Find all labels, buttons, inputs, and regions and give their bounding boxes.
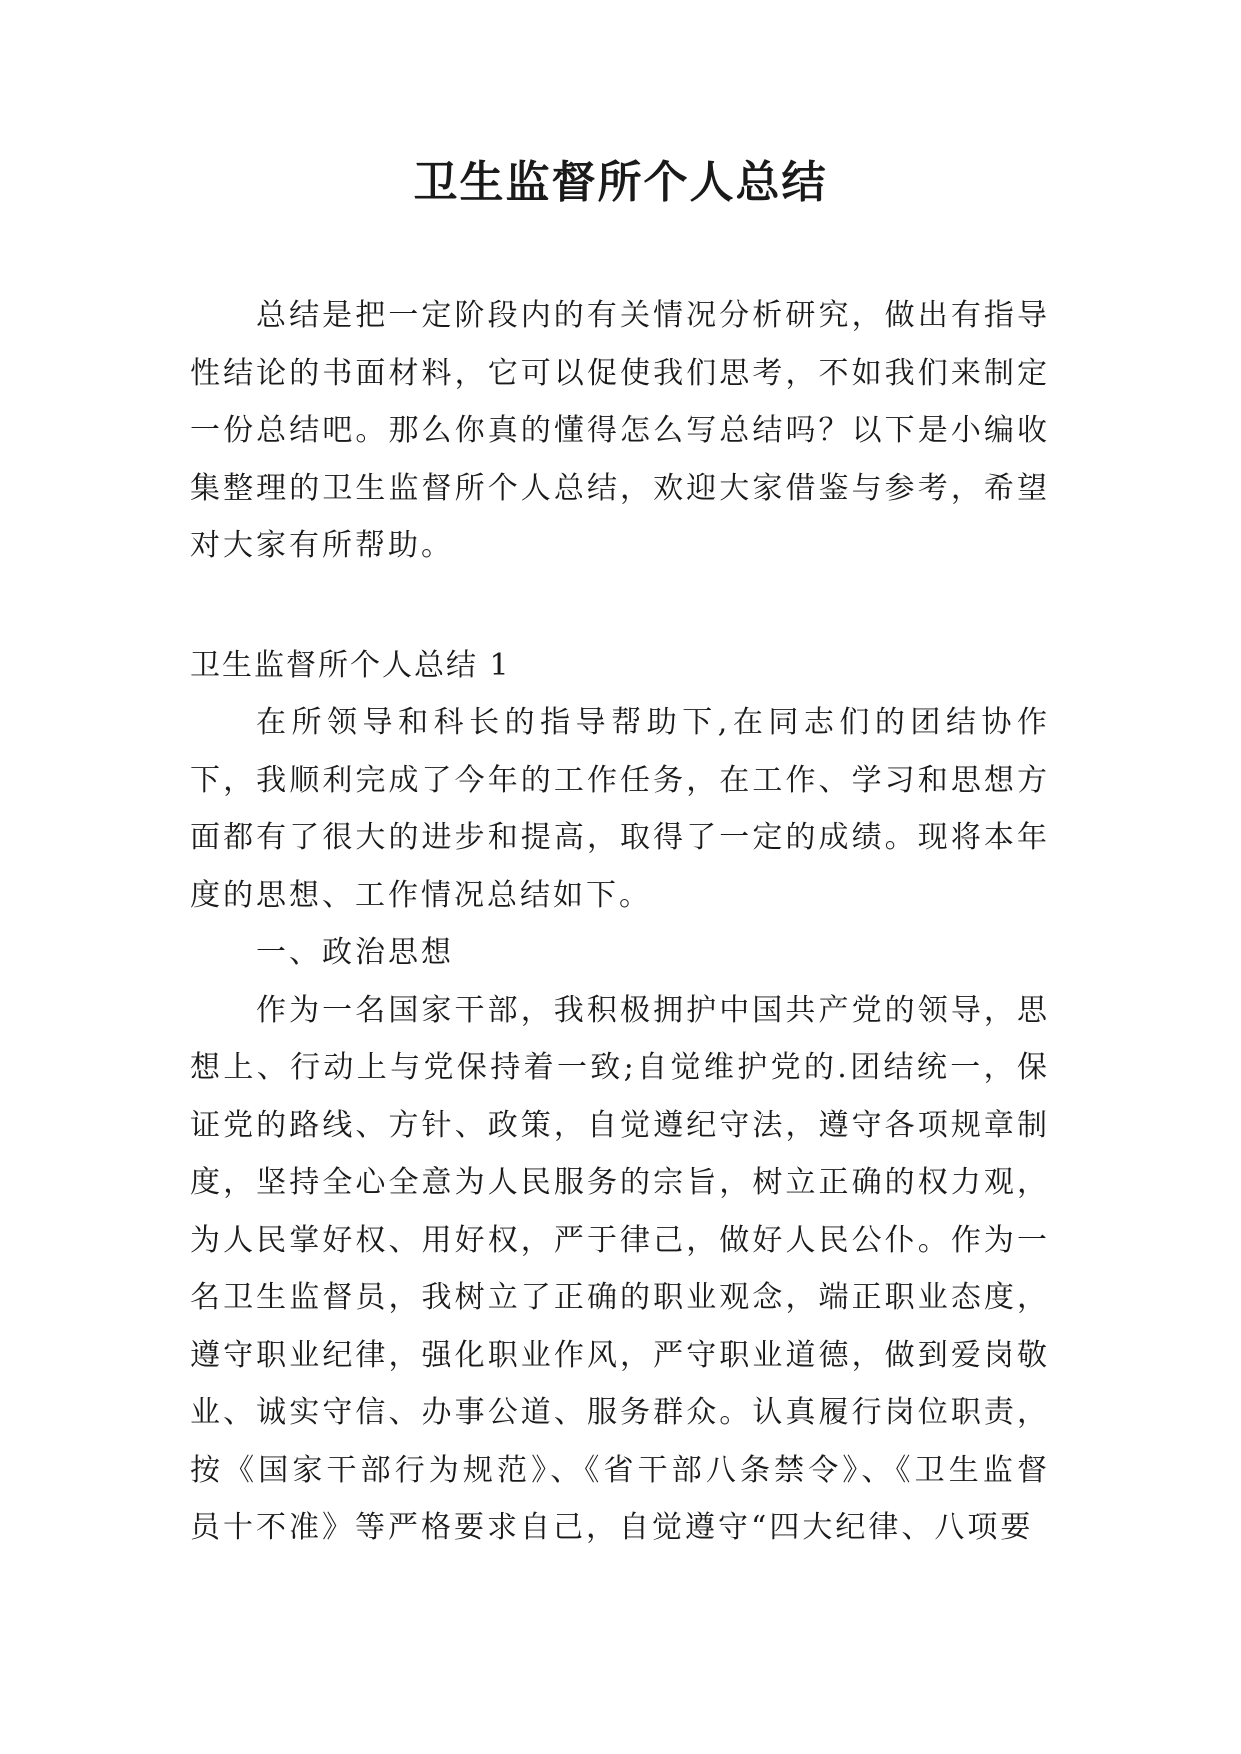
document-title: 卫生监督所个人总结 [413,157,828,208]
document-body [190,287,1050,1557]
intro-paragraph: 总结是把一定阶段内的有关情况分析研究，做出有指导性结论的书面材料，它可以促使我们思考，不如我们来制定一份总结吧。那么你真的懂得怎么写总结吗？以下是小编收集整理的卫生监督所个人总结，欢迎大家借鉴与参考，希望对大家有所帮助。 [190,298,1050,563]
body-paragraph-2: 作为一名国家干部，我积极拥护中国共产党的领导，思想上、行动上与党保持着一致;自觉维护党的.团结统一，保证党的路线、方针、政策，自觉遵纪守法，遵守各项规章制度，坚持全心全意为人民服务的宗旨，树立正确的权力观，为人民掌好权、用好权，严于律己，做好人民公仆。作为一名卫生监督员，我树立了正确的职业观念，端正职业态度，遵守职业纪律，强化职业作风，严守职业道德，做到爱岗敬业、诚实守信、办事公道、服务群众。认真履行岗位职责，按《国家干部行为规范》、《省干部八条禁令》、《卫生监督员十不准》等严格要求自己，自觉遵守“四大纪律、八项要 [190,992,1050,1545]
body-paragraph-1: 在所领导和科长的指导帮助下,在同志们的团结协作下，我顺利完成了今年的工作任务，在工作、学习和思想方面都有了很大的进步和提高，取得了一定的成绩。现将本年度的思想、工作情况总结如下。 [190,705,1050,913]
paragraph-gap [190,575,1050,637]
section-title: 卫生监督所个人总结 1 [190,647,511,683]
subheading-political-thought: 一、政治思想 [256,935,454,970]
